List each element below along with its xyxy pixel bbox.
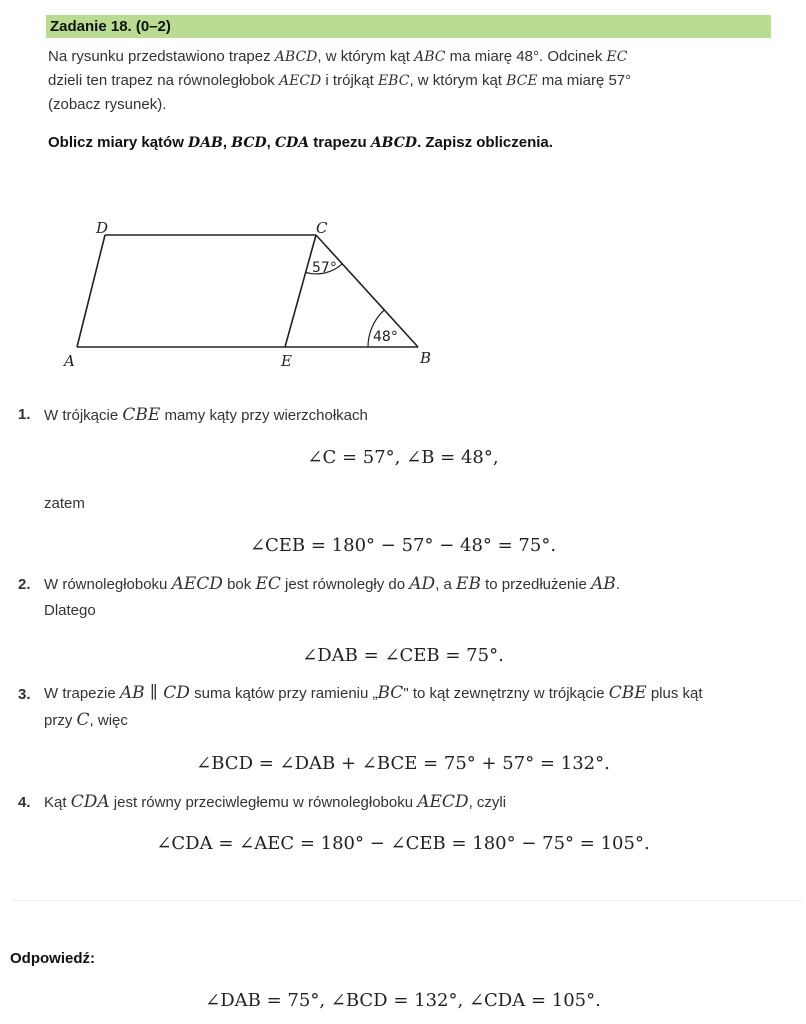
math-ab-parallel-cd: AB ∥ CD	[119, 683, 190, 703]
equation: ∠BCD = ∠DAB + ∠BCE = 75° + 57° = 132°.	[196, 753, 610, 774]
step-text-part: , więc	[89, 712, 128, 729]
angle-label-c: 57°	[312, 260, 337, 276]
math-abcd: ABCD	[274, 49, 318, 65]
step-number: 4.	[18, 794, 31, 811]
step-number: 3.	[18, 686, 31, 703]
intro-text: dzieli ten trapez na równoległobok	[48, 72, 279, 89]
vertex-label-e: E	[281, 352, 292, 370]
step-number: 1.	[18, 406, 31, 423]
task-title: Zadanie 18. (0–2)	[50, 18, 171, 35]
math-c: C	[76, 710, 90, 730]
step-text-part: bok	[222, 576, 256, 593]
math-bc: BC	[377, 683, 404, 703]
intro-text: , w którym kąt	[317, 48, 415, 65]
step-text	[44, 680, 794, 734]
step-text	[44, 402, 794, 429]
divider	[12, 900, 802, 901]
task-text: Oblicz miary kątów	[48, 134, 189, 151]
intro-text: i trójkąt	[321, 72, 378, 89]
math-dab: DAB	[188, 135, 223, 151]
math-ad: AD	[409, 574, 436, 594]
equation: ∠C = 57°, ∠B = 48°,	[307, 447, 499, 468]
problem-statement	[48, 45, 778, 117]
step-number: 2.	[18, 576, 31, 593]
trapezoid-figure	[60, 210, 440, 375]
math-ab: AB	[591, 574, 616, 594]
step-text-part: , a	[435, 576, 457, 593]
math-bce: BCE	[506, 73, 538, 89]
step-text-part: mamy kąty przy wierzchołkach	[160, 407, 368, 424]
angle-label-b: 48°	[373, 329, 398, 345]
math-cda: CDA	[274, 135, 310, 151]
intro-text: , w którym kąt	[409, 72, 507, 89]
equation: ∠CDA = ∠AEC = 180° − ∠CEB = 180° − 75° = 105°.	[156, 833, 650, 854]
step-text-part: " to kąt zewnętrzny w trójkącie	[403, 685, 609, 702]
vertex-label-d: D	[96, 219, 109, 237]
math-cda: CDA	[70, 792, 110, 812]
step-text-part: W równoległoboku	[44, 576, 172, 593]
step-text-part: plus kąt	[646, 685, 703, 702]
math-ebc: EBC	[377, 73, 410, 89]
intro-text: Na rysunku przedstawiono trapez	[48, 48, 275, 65]
intro-text: (zobacz rysunek).	[48, 96, 167, 113]
vertex-label-a: A	[64, 352, 75, 370]
separator: ,	[222, 134, 232, 151]
math-ec: EC	[255, 574, 281, 594]
step-text-part: jest równoległy do	[280, 576, 410, 593]
step-text-part: przy	[44, 712, 77, 729]
segment-ad	[77, 235, 105, 347]
math-cbe: CBE	[608, 683, 647, 703]
task-instruction	[48, 134, 778, 151]
answer-equation: ∠DAB = 75°, ∠BCD = 132°, ∠CDA = 105°.	[205, 990, 601, 1011]
equation: ∠CEB = 180° − 57° − 48° = 75°.	[249, 535, 557, 556]
task-text: . Zapisz obliczenia.	[417, 134, 553, 151]
task-header	[46, 15, 771, 38]
step-text-part: .	[615, 576, 620, 593]
separator: ,	[266, 134, 275, 151]
step-text-part: to przedłużenie	[480, 576, 592, 593]
math-abc: ABC	[414, 49, 446, 65]
math-eb: EB	[456, 574, 481, 594]
segment-ec	[285, 235, 316, 347]
step-text	[44, 789, 794, 816]
math-ec: EC	[606, 49, 628, 65]
equation: ∠DAB = ∠CEB = 75°.	[302, 645, 504, 666]
math-aecd: AECD	[171, 574, 223, 594]
step-connector: zatem	[44, 495, 85, 512]
answer-label: Odpowiedź:	[10, 950, 95, 967]
step-text-part: jest równy przeciwległemu w równoległoboku	[109, 794, 418, 811]
vertex-label-c: C	[316, 219, 328, 237]
task-text: trapezu	[309, 134, 371, 151]
segment-cb	[316, 235, 418, 347]
step-text-part: Kąt	[44, 794, 71, 811]
vertex-label-b: B	[420, 349, 432, 367]
step-text	[44, 571, 794, 624]
intro-text: ma miarę 57°	[537, 72, 632, 89]
step-text-part: Dlatego	[44, 602, 96, 619]
math-aecd: AECD	[278, 73, 322, 89]
step-text-part: , czyli	[468, 794, 507, 811]
intro-text: ma miarę 48°. Odcinek	[445, 48, 607, 65]
math-cbe: CBE	[122, 405, 161, 425]
math-bcd: BCD	[231, 135, 267, 151]
step-text-part: W trapezie	[44, 685, 120, 702]
math-abcd: ABCD	[370, 135, 418, 151]
step-text-part: suma kątów przy ramieniu „	[189, 685, 378, 702]
step-text-part: W trójkącie	[44, 407, 123, 424]
math-aecd: AECD	[417, 792, 469, 812]
